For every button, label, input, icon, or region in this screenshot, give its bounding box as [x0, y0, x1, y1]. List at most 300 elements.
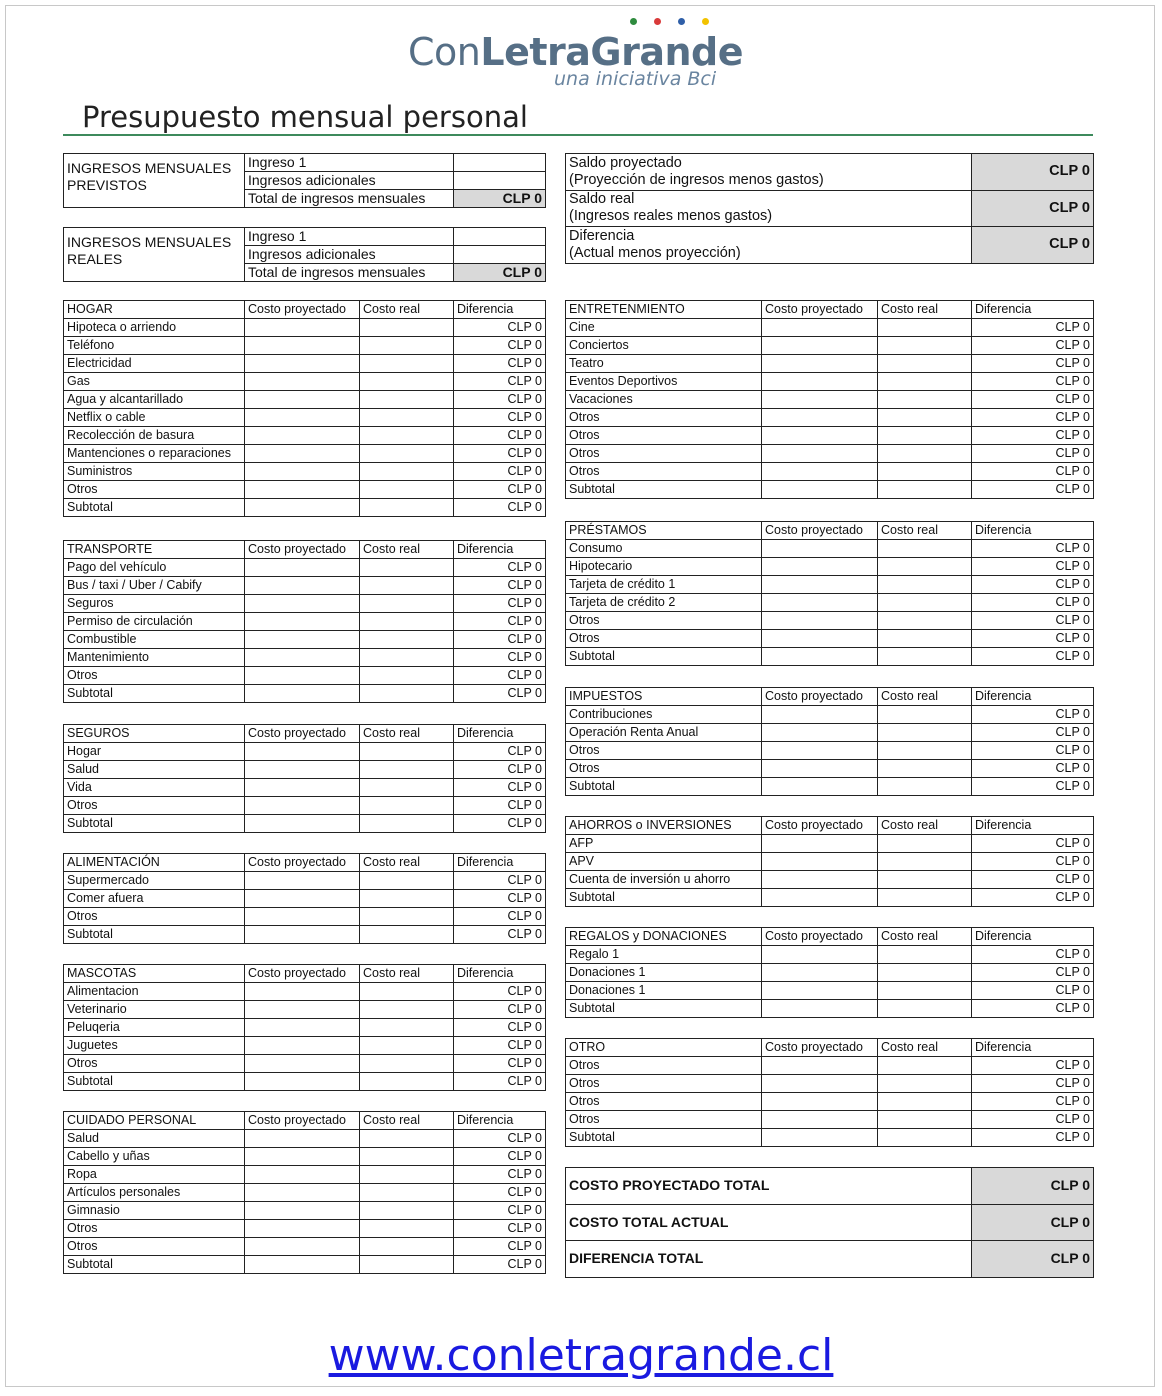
table-row [64, 427, 546, 445]
actual-cost-cell[interactable] [878, 481, 972, 499]
actual-cost-cell[interactable] [360, 1184, 454, 1202]
projected-cost-cell[interactable] [762, 778, 878, 796]
projected-cost-cell[interactable] [245, 685, 360, 703]
actual-cost-cell[interactable] [360, 815, 454, 833]
projected-cost-cell[interactable] [762, 1075, 878, 1093]
actual-cost-cell[interactable] [878, 1075, 972, 1093]
actual-cost-cell[interactable] [360, 1055, 454, 1073]
balance-value: CLP 0 [972, 154, 1094, 191]
actual-cost-cell[interactable] [878, 889, 972, 907]
column-header: Costo proyectado [245, 854, 360, 872]
actual-cost-cell[interactable] [360, 499, 454, 517]
row-label: Pago del vehículo [64, 559, 245, 577]
difference-cell: CLP 0 [454, 445, 546, 463]
difference-cell: CLP 0 [454, 463, 546, 481]
projected-cost-cell[interactable] [245, 1073, 360, 1091]
projected-cost-cell[interactable] [762, 373, 878, 391]
actual-cost-cell[interactable] [878, 946, 972, 964]
row-label: Veterinario [64, 1001, 245, 1019]
difference-cell: CLP 0 [454, 355, 546, 373]
table-row [566, 594, 1094, 612]
row-label: Otros [566, 409, 762, 427]
page-title: Presupuesto mensual personal [82, 100, 528, 134]
projected-cost-cell[interactable] [762, 724, 878, 742]
difference-cell: CLP 0 [454, 1256, 546, 1274]
projected-cost-cell[interactable] [245, 463, 360, 481]
actual-cost-cell[interactable] [878, 742, 972, 760]
actual-cost-cell[interactable] [360, 1130, 454, 1148]
column-header: Diferencia [454, 1112, 546, 1130]
difference-cell: CLP 0 [454, 926, 546, 944]
actual-cost-cell[interactable] [878, 337, 972, 355]
section-title: SEGUROS [64, 725, 245, 743]
projected-cost-cell[interactable] [245, 373, 360, 391]
income-real-row: Ingreso 1 [245, 228, 454, 246]
actual-cost-cell[interactable] [360, 463, 454, 481]
projected-cost-cell[interactable] [245, 445, 360, 463]
table-row [64, 337, 546, 355]
actual-cost-cell[interactable] [360, 577, 454, 595]
table-row [64, 373, 546, 391]
difference-cell: CLP 0 [454, 319, 546, 337]
table-row [64, 1184, 546, 1202]
actual-cost-cell[interactable] [878, 319, 972, 337]
row-label: Otros [566, 463, 762, 481]
actual-cost-cell[interactable] [878, 1111, 972, 1129]
projected-cost-cell[interactable] [245, 761, 360, 779]
income-real-value[interactable] [454, 246, 546, 264]
difference-cell: CLP 0 [454, 1184, 546, 1202]
difference-cell: CLP 0 [454, 1166, 546, 1184]
projected-cost-cell[interactable] [762, 742, 878, 760]
income-real-row: Ingresos adicionales [245, 246, 454, 264]
table-row [64, 667, 546, 685]
logo-dot-yellow [702, 18, 709, 25]
projected-cost-cell[interactable] [762, 463, 878, 481]
row-label: Permiso de circulación [64, 613, 245, 631]
actual-cost-cell[interactable] [878, 778, 972, 796]
table-row [566, 630, 1094, 648]
projected-cost-cell[interactable] [762, 706, 878, 724]
actual-cost-cell[interactable] [360, 355, 454, 373]
projected-cost-cell[interactable] [245, 908, 360, 926]
row-label: Otros [64, 1055, 245, 1073]
table-row [566, 558, 1094, 576]
income-real-table [63, 227, 546, 282]
actual-cost-cell[interactable] [360, 926, 454, 944]
column-header: Costo proyectado [245, 1112, 360, 1130]
difference-cell: CLP 0 [972, 409, 1094, 427]
column-header: Costo real [360, 1112, 454, 1130]
table-row [566, 853, 1094, 871]
actual-cost-cell[interactable] [878, 853, 972, 871]
row-label: Teatro [566, 355, 762, 373]
row-label: Subtotal [566, 1129, 762, 1147]
projected-cost-cell[interactable] [245, 1256, 360, 1274]
projected-cost-cell[interactable] [245, 1202, 360, 1220]
projected-cost-cell[interactable] [762, 1111, 878, 1129]
actual-cost-cell[interactable] [360, 685, 454, 703]
actual-cost-cell[interactable] [360, 613, 454, 631]
right-category-table-2 [565, 687, 1094, 796]
row-label: Juguetes [64, 1037, 245, 1055]
projected-cost-cell[interactable] [245, 559, 360, 577]
row-label: Subtotal [64, 926, 245, 944]
row-label: Combustible [64, 631, 245, 649]
projected-cost-cell[interactable] [245, 391, 360, 409]
column-header: Costo real [878, 522, 972, 540]
projected-cost-cell[interactable] [245, 926, 360, 944]
projected-cost-cell[interactable] [245, 779, 360, 797]
projected-cost-cell[interactable] [245, 1055, 360, 1073]
actual-cost-cell[interactable] [878, 724, 972, 742]
projected-cost-cell[interactable] [245, 1184, 360, 1202]
difference-cell: CLP 0 [972, 445, 1094, 463]
actual-cost-cell[interactable] [360, 427, 454, 445]
table-row [566, 706, 1094, 724]
actual-cost-cell[interactable] [360, 319, 454, 337]
actual-cost-cell[interactable] [360, 1202, 454, 1220]
actual-cost-cell[interactable] [360, 890, 454, 908]
projected-cost-cell[interactable] [762, 391, 878, 409]
projected-cost-cell[interactable] [762, 760, 878, 778]
row-label: Peluqeria [64, 1019, 245, 1037]
actual-cost-cell[interactable] [878, 594, 972, 612]
actual-cost-cell[interactable] [878, 835, 972, 853]
row-label: Salud [64, 1130, 245, 1148]
actual-cost-cell[interactable] [360, 631, 454, 649]
income-projected-value[interactable] [454, 154, 546, 172]
difference-cell: CLP 0 [972, 427, 1094, 445]
row-label: APV [566, 853, 762, 871]
projected-cost-cell[interactable] [762, 889, 878, 907]
projected-cost-cell[interactable] [245, 427, 360, 445]
projected-cost-cell[interactable] [762, 1000, 878, 1018]
difference-cell: CLP 0 [972, 853, 1094, 871]
projected-cost-cell[interactable] [245, 355, 360, 373]
projected-cost-cell[interactable] [762, 946, 878, 964]
projected-cost-cell[interactable] [245, 983, 360, 1001]
difference-cell: CLP 0 [972, 463, 1094, 481]
actual-cost-cell[interactable] [360, 1001, 454, 1019]
table-row [64, 890, 546, 908]
table-row [566, 391, 1094, 409]
actual-cost-cell[interactable] [878, 760, 972, 778]
actual-cost-cell[interactable] [878, 409, 972, 427]
projected-cost-cell[interactable] [245, 890, 360, 908]
projected-cost-cell[interactable] [245, 595, 360, 613]
footer-url-link[interactable]: www.conletragrande.cl [328, 1330, 834, 1381]
actual-cost-cell[interactable] [878, 576, 972, 594]
actual-cost-cell[interactable] [878, 373, 972, 391]
projected-cost-cell[interactable] [245, 1130, 360, 1148]
difference-cell: CLP 0 [454, 1019, 546, 1037]
actual-cost-cell[interactable] [360, 743, 454, 761]
row-label: Conciertos [566, 337, 762, 355]
brand-tagline: una iniciativa Bci [554, 68, 717, 90]
actual-cost-cell[interactable] [878, 463, 972, 481]
projected-cost-cell[interactable] [245, 1148, 360, 1166]
actual-cost-cell[interactable] [360, 1019, 454, 1037]
table-row [64, 631, 546, 649]
projected-cost-cell[interactable] [245, 667, 360, 685]
table-row [64, 649, 546, 667]
actual-cost-cell[interactable] [878, 1057, 972, 1075]
actual-cost-cell[interactable] [360, 337, 454, 355]
projected-cost-cell[interactable] [245, 577, 360, 595]
row-label: Operación Renta Anual [566, 724, 762, 742]
difference-cell: CLP 0 [454, 983, 546, 1001]
actual-cost-cell[interactable] [878, 427, 972, 445]
actual-cost-cell[interactable] [878, 558, 972, 576]
projected-cost-cell[interactable] [762, 1093, 878, 1111]
difference-cell: CLP 0 [972, 594, 1094, 612]
difference-cell: CLP 0 [454, 685, 546, 703]
income-real-value[interactable] [454, 228, 546, 246]
actual-cost-cell[interactable] [878, 982, 972, 1000]
projected-cost-cell[interactable] [245, 1001, 360, 1019]
row-label: Subtotal [566, 481, 762, 499]
right-category-table-1 [565, 521, 1094, 666]
column-header: Costo proyectado [762, 522, 878, 540]
actual-cost-cell[interactable] [360, 1256, 454, 1274]
actual-cost-cell[interactable] [360, 872, 454, 890]
actual-cost-cell[interactable] [878, 964, 972, 982]
actual-cost-cell[interactable] [878, 445, 972, 463]
actual-cost-cell[interactable] [360, 1220, 454, 1238]
table-row [64, 1037, 546, 1055]
projected-cost-cell[interactable] [245, 815, 360, 833]
projected-cost-cell[interactable] [762, 427, 878, 445]
difference-cell: CLP 0 [454, 559, 546, 577]
difference-cell: CLP 0 [972, 778, 1094, 796]
actual-cost-cell[interactable] [878, 355, 972, 373]
table-row [566, 355, 1094, 373]
row-label: Donaciones 1 [566, 982, 762, 1000]
projected-cost-cell[interactable] [245, 319, 360, 337]
title-divider [63, 134, 1093, 136]
row-label: Gas [64, 373, 245, 391]
table-row [566, 982, 1094, 1000]
row-label: Otros [64, 797, 245, 815]
projected-cost-cell[interactable] [762, 630, 878, 648]
table-row [64, 1220, 546, 1238]
actual-cost-cell[interactable] [878, 1000, 972, 1018]
difference-cell: CLP 0 [454, 427, 546, 445]
income-projected-row: Ingresos adicionales [245, 172, 454, 190]
actual-cost-cell[interactable] [360, 761, 454, 779]
actual-cost-cell[interactable] [360, 667, 454, 685]
projected-cost-cell[interactable] [245, 872, 360, 890]
table-row [64, 499, 546, 517]
actual-cost-cell[interactable] [360, 797, 454, 815]
right-category-table-5 [565, 1038, 1094, 1147]
row-label: Subtotal [64, 1073, 245, 1091]
projected-cost-cell[interactable] [245, 337, 360, 355]
actual-cost-cell[interactable] [360, 481, 454, 499]
projected-cost-cell[interactable] [245, 1037, 360, 1055]
difference-cell: CLP 0 [454, 613, 546, 631]
actual-cost-cell[interactable] [360, 559, 454, 577]
actual-cost-cell[interactable] [878, 706, 972, 724]
projected-cost-cell[interactable] [762, 1129, 878, 1147]
row-label: Otros [566, 630, 762, 648]
actual-cost-cell[interactable] [360, 1073, 454, 1091]
projected-cost-cell[interactable] [762, 319, 878, 337]
table-row [566, 1075, 1094, 1093]
table-row [64, 1202, 546, 1220]
row-label: Agua y alcantarillado [64, 391, 245, 409]
table-row [64, 481, 546, 499]
difference-cell: CLP 0 [454, 631, 546, 649]
projected-cost-cell[interactable] [245, 613, 360, 631]
row-label: Bus / taxi / Uber / Cabify [64, 577, 245, 595]
projected-cost-cell[interactable] [245, 649, 360, 667]
left-category-table-2 [63, 724, 546, 833]
actual-cost-cell[interactable] [878, 648, 972, 666]
table-row [566, 576, 1094, 594]
income-projected-value[interactable] [454, 172, 546, 190]
difference-cell: CLP 0 [972, 612, 1094, 630]
projected-cost-cell[interactable] [762, 648, 878, 666]
difference-cell: CLP 0 [972, 1093, 1094, 1111]
actual-cost-cell[interactable] [878, 391, 972, 409]
projected-cost-cell[interactable] [245, 409, 360, 427]
projected-cost-cell[interactable] [762, 558, 878, 576]
column-header: Costo real [360, 541, 454, 559]
projected-cost-cell[interactable] [245, 481, 360, 499]
row-label: Cine [566, 319, 762, 337]
actual-cost-cell[interactable] [360, 779, 454, 797]
table-row [64, 1256, 546, 1274]
actual-cost-cell[interactable] [360, 908, 454, 926]
difference-cell: CLP 0 [972, 871, 1094, 889]
column-header: Diferencia [454, 854, 546, 872]
difference-cell: CLP 0 [972, 540, 1094, 558]
difference-cell: CLP 0 [454, 499, 546, 517]
projected-cost-cell[interactable] [245, 1019, 360, 1037]
actual-cost-cell[interactable] [360, 409, 454, 427]
projected-cost-cell[interactable] [762, 445, 878, 463]
table-row [566, 964, 1094, 982]
row-label: Tarjeta de crédito 2 [566, 594, 762, 612]
row-label: Otros [566, 445, 762, 463]
difference-cell: CLP 0 [972, 1057, 1094, 1075]
row-label: Otros [64, 1238, 245, 1256]
column-header: Diferencia [454, 541, 546, 559]
projected-cost-cell[interactable] [762, 481, 878, 499]
actual-cost-cell[interactable] [878, 1129, 972, 1147]
table-row [64, 983, 546, 1001]
actual-cost-cell[interactable] [360, 1238, 454, 1256]
projected-cost-cell[interactable] [762, 1057, 878, 1075]
difference-cell: CLP 0 [454, 577, 546, 595]
row-label: Hogar [64, 743, 245, 761]
difference-cell: CLP 0 [972, 1000, 1094, 1018]
projected-cost-cell[interactable] [245, 1220, 360, 1238]
income-real-label: INGRESOS MENSUALES REALES [64, 228, 245, 282]
difference-cell: CLP 0 [454, 1238, 546, 1256]
table-row [566, 481, 1094, 499]
actual-cost-cell[interactable] [360, 445, 454, 463]
actual-cost-cell[interactable] [878, 871, 972, 889]
projected-cost-cell[interactable] [762, 871, 878, 889]
projected-cost-cell[interactable] [762, 409, 878, 427]
table-row [566, 1129, 1094, 1147]
actual-cost-cell[interactable] [360, 983, 454, 1001]
column-header: Costo real [878, 301, 972, 319]
actual-cost-cell[interactable] [360, 1166, 454, 1184]
projected-cost-cell[interactable] [762, 355, 878, 373]
balance-value: CLP 0 [972, 190, 1094, 227]
projected-cost-cell[interactable] [762, 612, 878, 630]
left-category-table-5 [63, 1111, 546, 1274]
brand-light: Con [408, 30, 481, 74]
difference-cell: CLP 0 [454, 649, 546, 667]
difference-cell: CLP 0 [454, 797, 546, 815]
projected-cost-cell[interactable] [245, 797, 360, 815]
projected-cost-cell[interactable] [762, 835, 878, 853]
projected-cost-cell[interactable] [245, 499, 360, 517]
projected-cost-cell[interactable] [762, 594, 878, 612]
column-header: Diferencia [454, 965, 546, 983]
projected-cost-cell[interactable] [762, 576, 878, 594]
row-label: Recolección de basura [64, 427, 245, 445]
actual-cost-cell[interactable] [360, 391, 454, 409]
column-header: Costo proyectado [762, 1039, 878, 1057]
difference-cell: CLP 0 [972, 760, 1094, 778]
row-label: Subtotal [566, 648, 762, 666]
projected-cost-cell[interactable] [762, 337, 878, 355]
table-row [64, 685, 546, 703]
projected-cost-cell[interactable] [762, 964, 878, 982]
table-row [64, 761, 546, 779]
actual-cost-cell[interactable] [878, 630, 972, 648]
projected-cost-cell[interactable] [245, 631, 360, 649]
actual-cost-cell[interactable] [878, 540, 972, 558]
left-category-table-0 [63, 300, 546, 517]
projected-cost-cell[interactable] [762, 540, 878, 558]
projected-cost-cell[interactable] [762, 853, 878, 871]
actual-cost-cell[interactable] [360, 1037, 454, 1055]
projected-cost-cell[interactable] [245, 743, 360, 761]
actual-cost-cell[interactable] [878, 1093, 972, 1111]
grand-totals-table [565, 1167, 1094, 1278]
section-title: OTRO [566, 1039, 762, 1057]
difference-cell: CLP 0 [972, 630, 1094, 648]
table-row [64, 779, 546, 797]
projected-cost-cell[interactable] [245, 1238, 360, 1256]
row-label: Contribuciones [566, 706, 762, 724]
difference-cell: CLP 0 [972, 724, 1094, 742]
actual-cost-cell[interactable] [360, 595, 454, 613]
projected-cost-cell[interactable] [762, 982, 878, 1000]
balance-table [565, 153, 1094, 264]
actual-cost-cell[interactable] [878, 612, 972, 630]
actual-cost-cell[interactable] [360, 649, 454, 667]
table-row [64, 409, 546, 427]
table-row [64, 559, 546, 577]
income-projected-row: Total de ingresos mensuales [245, 190, 454, 208]
table-row [64, 463, 546, 481]
projected-cost-cell[interactable] [245, 1166, 360, 1184]
table-row [566, 724, 1094, 742]
actual-cost-cell[interactable] [360, 1148, 454, 1166]
row-label: Otros [64, 667, 245, 685]
actual-cost-cell[interactable] [360, 373, 454, 391]
balance-label: Diferencia (Actual menos proyección) [566, 227, 972, 264]
grand-total-label: DIFERENCIA TOTAL [566, 1241, 972, 1278]
